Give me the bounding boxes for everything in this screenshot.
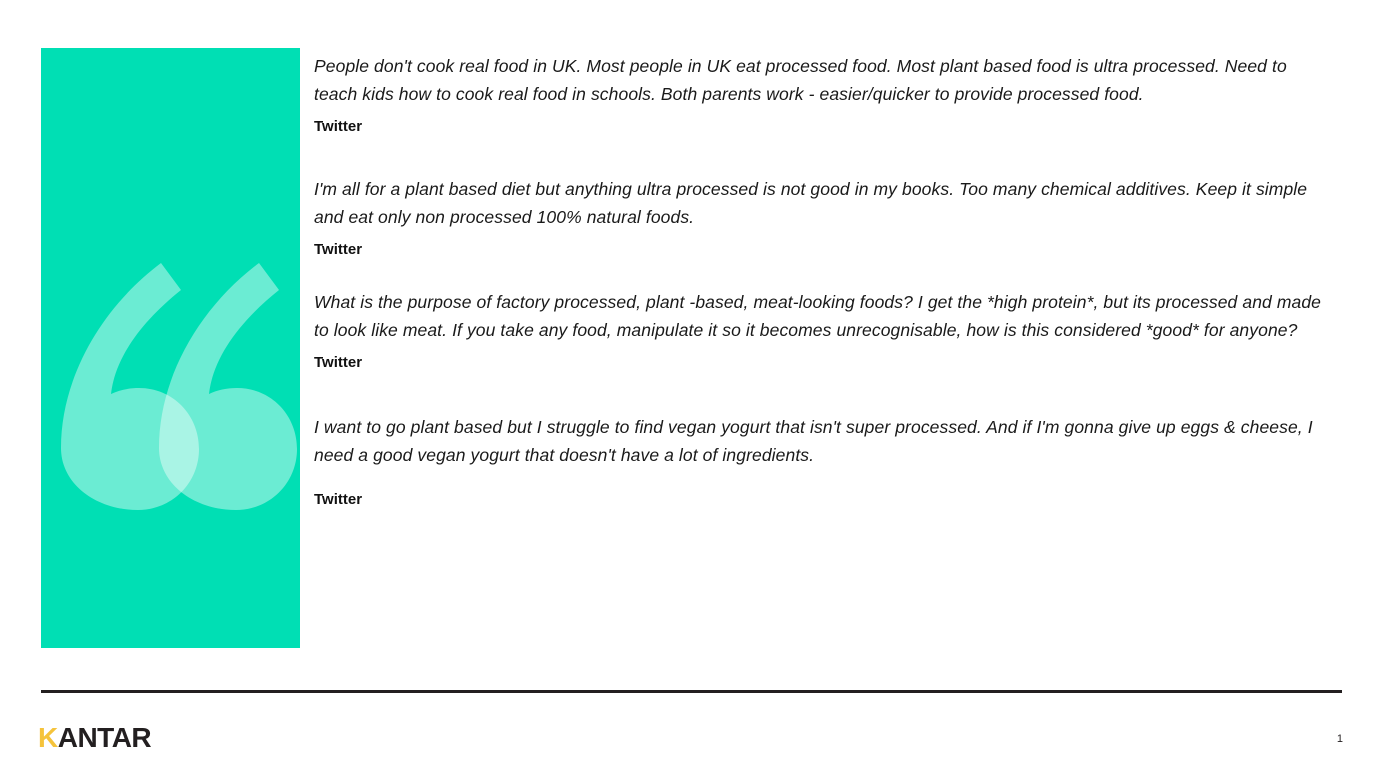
logo-wordmark: ANTAR xyxy=(57,722,152,753)
page-number: 1 xyxy=(1336,733,1343,745)
quote-text: People don't cook real food in UK. Most people in UK eat processed food. Most plant based food is ultra processed. Need to teach kids how to cook real food in schools. Both parents work - easier/quicker to provide processed food. xyxy=(314,56,1287,104)
kantar-logo xyxy=(38,722,151,754)
quote-item xyxy=(314,175,1334,258)
quote-list xyxy=(314,52,1334,534)
quote-source: Twitter xyxy=(314,241,363,258)
quote-source: Twitter xyxy=(314,354,363,371)
quote-item xyxy=(314,52,1334,135)
quote-item xyxy=(314,288,1334,371)
quotation-mark-icon xyxy=(41,218,300,528)
logo-initial: K xyxy=(38,722,58,753)
quote-text: I want to go plant based but I struggle to find vegan yogurt that isn't super processed. And if I'm gonna give up eggs & cheese, I need a good vegan yogurt that doesn't have a lot of ingredients. xyxy=(314,417,1313,465)
quote-text: What is the purpose of factory processed, plant -based, meat-looking foods? I get the *high protein*, but its processed and made to look like meat. If you take any food, manipulate it so it becomes unrecognisable, how is this considered *good* for anyone? xyxy=(314,292,1321,340)
quote-item xyxy=(314,413,1334,508)
quote-decoration-panel xyxy=(41,48,300,648)
quote-text: I'm all for a plant based diet but anything ultra processed is not good in my books. Too many chemical additives. Keep it simple and eat only non processed 100% natural foods. xyxy=(314,179,1308,227)
footer-divider xyxy=(41,690,1342,693)
quote-source: Twitter xyxy=(314,118,363,135)
quote-source: Twitter xyxy=(314,491,363,508)
